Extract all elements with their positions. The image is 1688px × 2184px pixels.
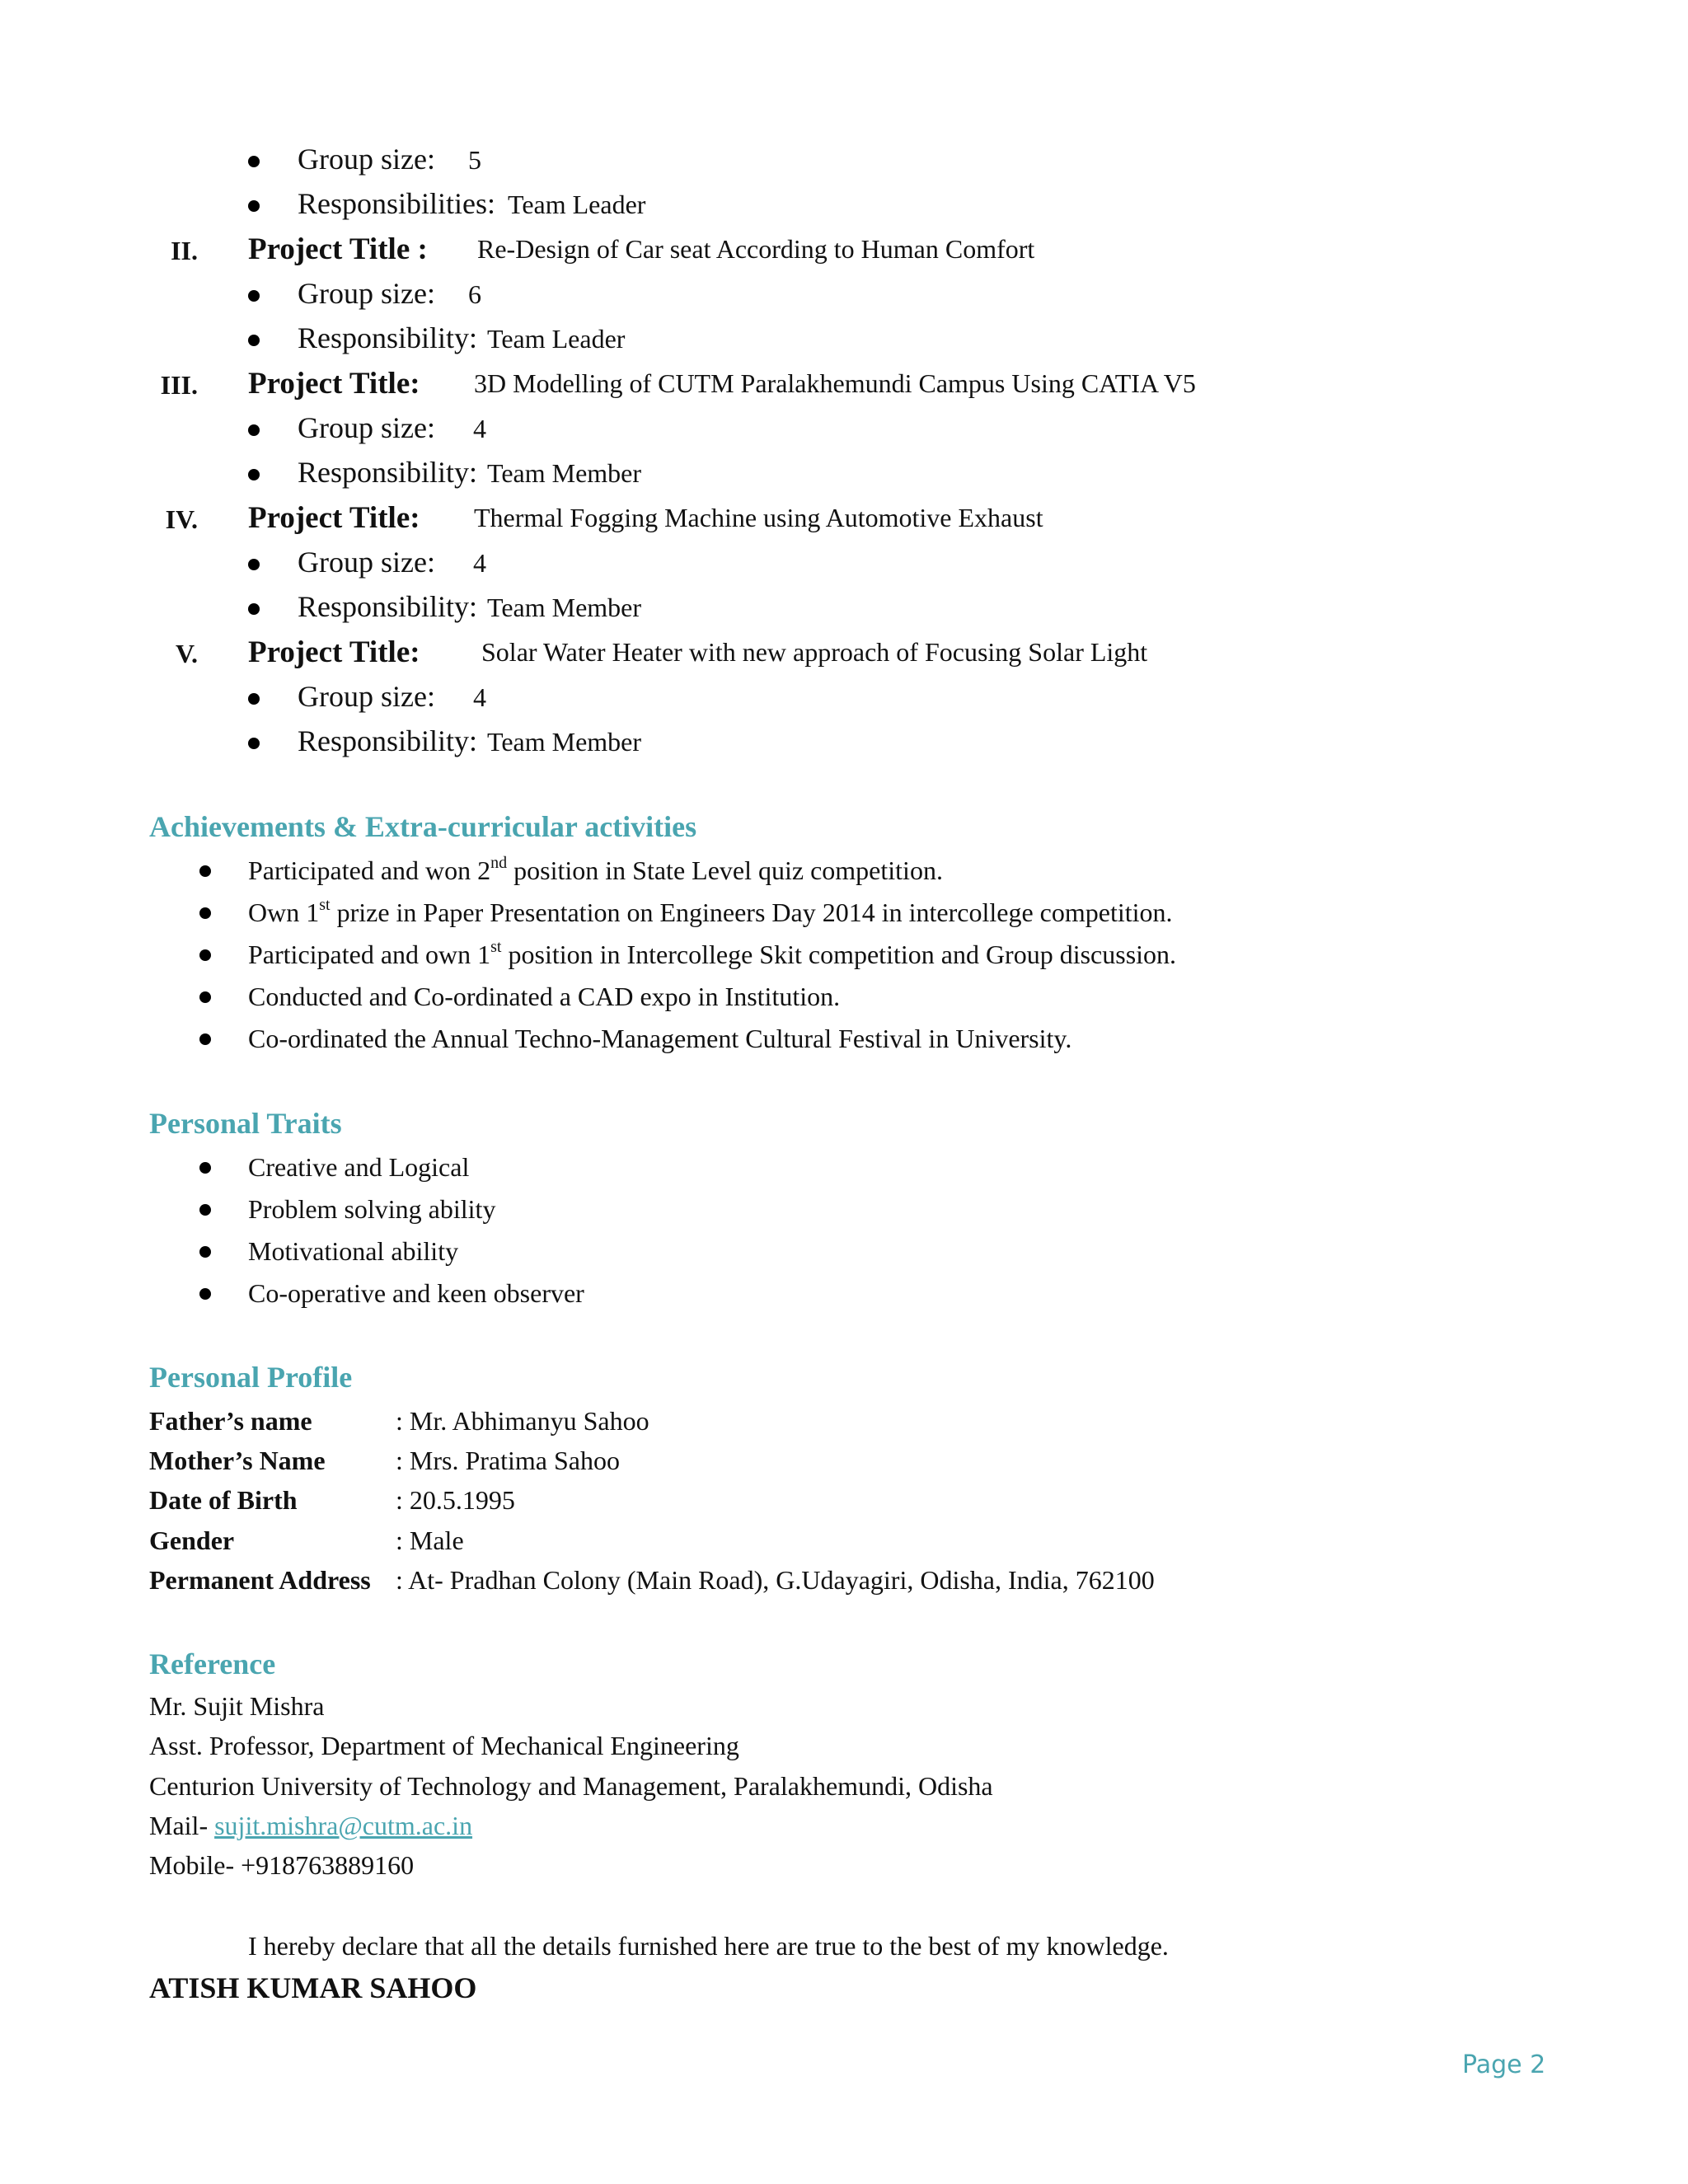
- bullet: [248, 469, 260, 480]
- project-number: III.: [160, 370, 198, 400]
- responsibility-value: Team Member: [487, 458, 642, 488]
- bullet: [199, 1246, 211, 1258]
- project-title-label: Project Title:: [248, 367, 420, 401]
- project-number: V.: [176, 639, 198, 668]
- responsibility-value: Team Leader: [487, 324, 626, 354]
- achievement-item: Participated and own 1st position in Intercollege Skit competition and Group discussion.: [248, 938, 1177, 969]
- bullet: [199, 1162, 211, 1174]
- achievement-item: Participated and won 2nd position in State Level quiz competition.: [248, 854, 943, 885]
- bullet: [248, 290, 260, 302]
- profile-label: Gender: [149, 1526, 235, 1555]
- project-title-label: Project Title :: [248, 232, 428, 266]
- reference-mobile: Mobile- +918763889160: [149, 1850, 415, 1880]
- trait-item: Motivational ability: [248, 1236, 459, 1266]
- profile-value: : Mr. Abhimanyu Sahoo: [396, 1406, 649, 1436]
- group-size-label: Group size:: [298, 680, 435, 713]
- bullet: [199, 1033, 211, 1045]
- group-size-value: 4: [473, 414, 486, 443]
- group-size-label: Group size:: [298, 546, 435, 579]
- achievement-item: Own 1st prize in Paper Presentation on Engineers Day 2014 in intercollege competition.: [248, 896, 1173, 927]
- responsibility-value: Team Member: [487, 593, 642, 622]
- trait-item: Co-operative and keen observer: [248, 1278, 584, 1308]
- responsibility-label: Responsibilities:: [298, 187, 496, 220]
- bullet: [199, 1204, 211, 1216]
- page-number: Page 2: [1462, 2050, 1546, 2079]
- project-title: Thermal Fogging Machine using Automotive Exhaust: [474, 503, 1043, 532]
- project-title: Re-Design of Car seat According to Human Comfort: [477, 234, 1035, 264]
- group-size-value: 4: [473, 548, 486, 578]
- responsibility-label: Responsibility:: [298, 590, 478, 623]
- reference-designation: Asst. Professor, Department of Mechanical Engineering: [149, 1731, 739, 1760]
- profile-label: Father’s name: [149, 1406, 312, 1436]
- bullet: [248, 200, 260, 212]
- group-size-label: Group size:: [298, 277, 435, 310]
- bullet: [248, 603, 260, 615]
- reference-mail: [149, 1811, 472, 1841]
- trait-item: Problem solving ability: [248, 1194, 496, 1224]
- responsibility-value: Team Leader: [508, 190, 646, 219]
- bullet: [199, 865, 211, 877]
- bullet: [248, 738, 260, 749]
- project-title-label: Project Title:: [248, 501, 420, 535]
- mail-label: Mail-: [149, 1811, 215, 1840]
- profile-value: : 20.5.1995: [396, 1485, 515, 1515]
- project-title: Solar Water Heater with new approach of Focusing Solar Light: [481, 637, 1148, 667]
- mail-link[interactable]: sujit.mishra@cutm.ac.in: [214, 1811, 473, 1840]
- bullet: [199, 949, 211, 961]
- reference-name: Mr. Sujit Mishra: [149, 1691, 325, 1721]
- achievement-item: Co-ordinated the Annual Techno-Management Cultural Festival in University.: [248, 1024, 1072, 1053]
- bullet: [248, 693, 260, 705]
- reference-heading: Reference: [149, 1647, 276, 1680]
- profile-value: : Male: [396, 1526, 464, 1555]
- achievement-item: Conducted and Co-ordinated a CAD expo in Institution.: [248, 982, 841, 1011]
- group-size-value: 5: [468, 145, 481, 175]
- group-size-value: 6: [468, 279, 481, 309]
- responsibility-label: Responsibility:: [298, 321, 478, 354]
- profile-heading: Personal Profile: [149, 1361, 353, 1394]
- profile-label: Permanent Address: [149, 1565, 371, 1595]
- profile-label: Mother’s Name: [149, 1446, 326, 1475]
- bullet: [199, 907, 211, 919]
- project-number: IV.: [165, 504, 198, 534]
- profile-label: Date of Birth: [149, 1485, 298, 1515]
- traits-heading: Personal Traits: [149, 1107, 342, 1140]
- project-number: II.: [171, 236, 198, 265]
- project-title: 3D Modelling of CUTM Paralakhemundi Campus Using CATIA V5: [474, 368, 1196, 398]
- responsibility-value: Team Member: [487, 727, 642, 757]
- achievements-heading: Achievements & Extra-curricular activities: [149, 810, 697, 843]
- signature-name: ATISH KUMAR SAHOO: [149, 1971, 477, 2004]
- bullet: [199, 991, 211, 1003]
- project-title-label: Project Title:: [248, 635, 420, 669]
- bullet: [199, 1288, 211, 1300]
- bullet: [248, 559, 260, 570]
- bullet: [248, 156, 260, 167]
- responsibility-label: Responsibility:: [298, 724, 478, 757]
- profile-value: : Mrs. Pratima Sahoo: [396, 1446, 620, 1475]
- group-size-value: 4: [473, 682, 486, 712]
- bullet: [248, 424, 260, 436]
- group-size-label: Group size:: [298, 411, 435, 444]
- responsibility-label: Responsibility:: [298, 456, 478, 489]
- bullet: [248, 335, 260, 346]
- group-size-label: Group size:: [298, 143, 435, 176]
- declaration: I hereby declare that all the details furnished here are true to the best of my knowledge.: [248, 1931, 1169, 1961]
- profile-value: : At- Pradhan Colony (Main Road), G.Udayagiri, Odisha, India, 762100: [396, 1565, 1155, 1595]
- reference-institution: Centurion University of Technology and Management, Paralakhemundi, Odisha: [149, 1771, 993, 1801]
- trait-item: Creative and Logical: [248, 1152, 470, 1182]
